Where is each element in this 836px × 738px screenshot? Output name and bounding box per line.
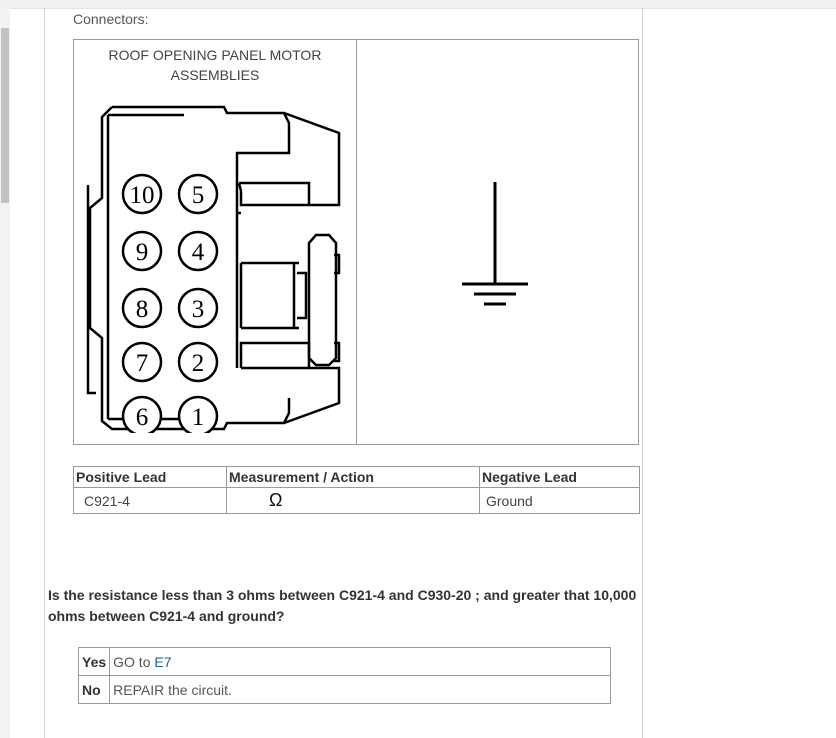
pin-10-label: 10 [129, 182, 155, 209]
pin-7-label: 7 [135, 350, 149, 377]
pin-2-label: 2 [191, 350, 205, 377]
content-left-border [44, 8, 45, 738]
header-negative-lead: Negative Lead [480, 467, 640, 488]
connector-face-drawing [84, 103, 349, 433]
measurement-row [74, 488, 640, 514]
answer-table [78, 647, 611, 704]
connectors-label: Connectors: [73, 11, 149, 27]
connector-diagram-box [73, 39, 639, 445]
pin-9-label: 9 [135, 239, 149, 266]
pin-6-label: 6 [135, 404, 149, 431]
header-measurement-action: Measurement / Action [227, 467, 480, 488]
answer-row-yes [79, 648, 611, 676]
pin-4-label: 4 [191, 239, 205, 266]
answer-yes-text [110, 648, 611, 676]
answer-yes-key: Yes [79, 648, 110, 676]
measurement-action-value: Ω [227, 488, 480, 514]
scrollbar-thumb[interactable] [1, 28, 9, 203]
header-positive-lead: Positive Lead [74, 467, 227, 488]
negative-lead-value: Ground [480, 488, 640, 514]
pin-3-label: 3 [191, 296, 205, 323]
pin-5-label: 5 [191, 182, 205, 209]
pin-8-label: 8 [135, 296, 149, 323]
measurement-header-row [74, 467, 640, 488]
answer-row-no [79, 676, 611, 704]
go-to-e7-link[interactable]: E7 [154, 653, 172, 670]
connector-title: ROOF OPENING PANEL MOTOR ASSEMBLIES [108, 47, 322, 83]
scrollbar-track[interactable] [0, 8, 10, 738]
positive-lead-value: C921-4 [74, 488, 227, 514]
answer-no-key: No [79, 676, 110, 704]
answer-no-text: REPAIR the circuit. [110, 676, 611, 704]
pin-1-label: 1 [191, 404, 205, 431]
question-text: Is the resistance less than 3 ohms between C921-4 and C930-20 ; and greater that 10,000 ohms between C921-4 and ground? [48, 587, 637, 624]
ground-icon [459, 178, 529, 310]
connector-box-divider [356, 40, 357, 444]
measurement-table [73, 466, 640, 514]
answer-yes-prefix: GO to [113, 653, 155, 670]
browser-top-bar [0, 0, 836, 9]
content-right-border [642, 8, 643, 738]
